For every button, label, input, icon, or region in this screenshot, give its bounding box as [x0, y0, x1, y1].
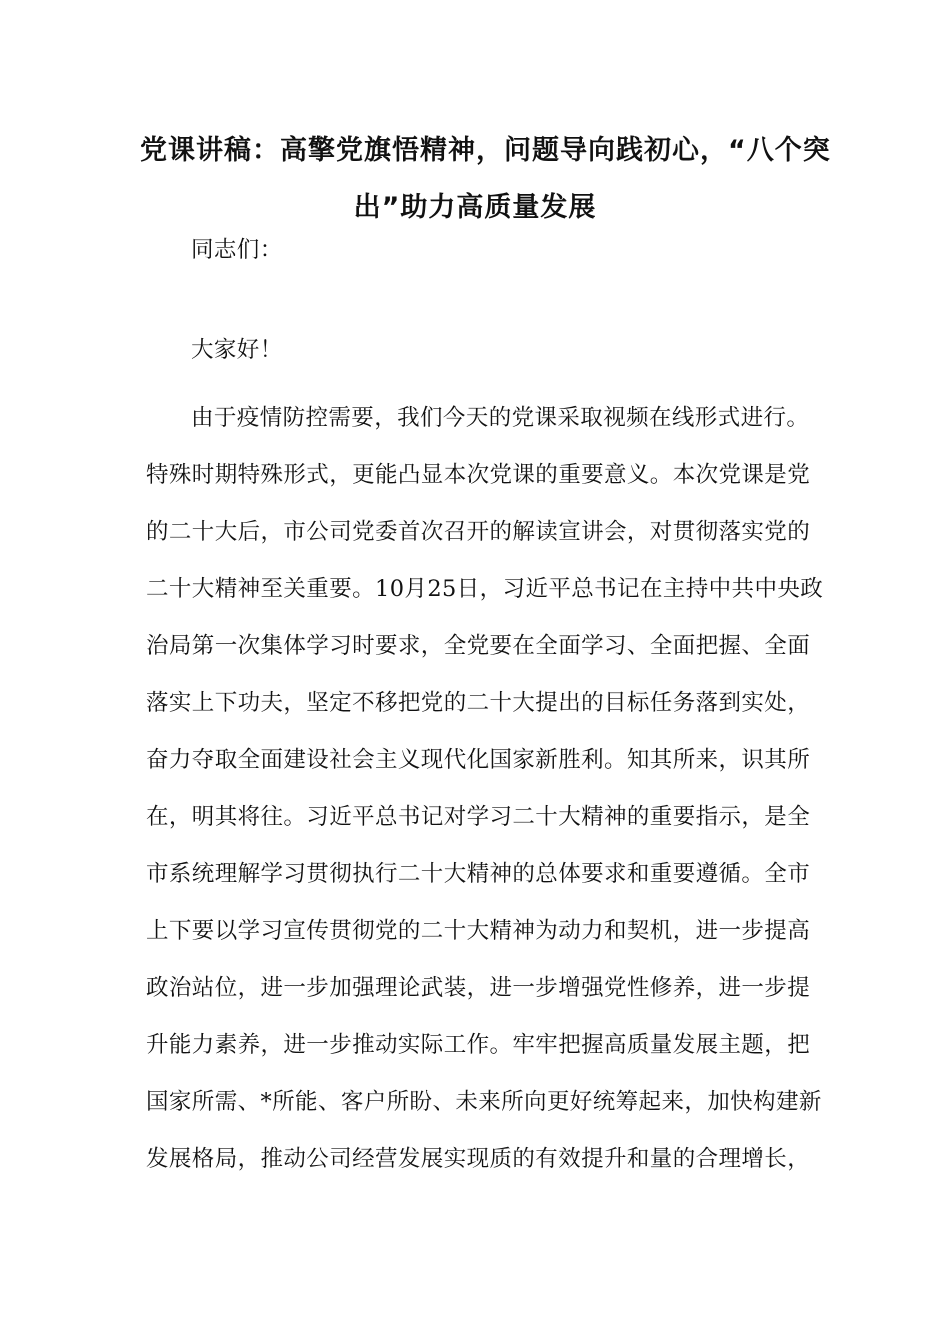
- body-line: 奋力夺取全面建设社会主义现代化国家新胜利。知其所来，识其所: [146, 747, 811, 773]
- body-line: 国家所需、*所能、客户所盼、未来所向更好统筹起来，加快构建新: [146, 1089, 822, 1115]
- title-line-1: 党课讲稿：高擎党旗悟精神，问题导向践初心，“八个突: [140, 135, 831, 166]
- body-line: 的二十大后，市公司党委首次召开的解读宣讲会，对贯彻落实党的: [146, 519, 811, 545]
- greeting: 大家好！: [191, 337, 283, 363]
- body-line: 政治站位，进一步加强理论武装，进一步增强党性修养，进一步提: [146, 975, 811, 1001]
- title-line-2: 出”助力高质量发展: [353, 192, 597, 223]
- body-line: 上下要以学习宣传贯彻党的二十大精神为动力和契机，进一步提高: [146, 918, 811, 944]
- body-line: 治局第一次集体学习时要求，全党要在全面学习、全面把握、全面: [146, 633, 811, 659]
- body-line: 市系统理解学习贯彻执行二十大精神的总体要求和重要遵循。全市: [146, 861, 811, 887]
- body-line: 特殊时期特殊形式，更能凸显本次党课的重要意义。本次党课是党: [146, 462, 811, 488]
- body-line: 二十大精神至关重要。10月25日，习近平总书记在主持中共中央政: [146, 576, 824, 602]
- body-line: 升能力素养，进一步推动实际工作。牢牢把握高质量发展主题，把: [146, 1032, 811, 1058]
- body-line: 发展格局，推动公司经营发展实现质的有效提升和量的合理增长，: [146, 1146, 811, 1172]
- body-line: 在，明其将往。习近平总书记对学习二十大精神的重要指示，是全: [146, 804, 811, 830]
- salutation: 同志们：: [191, 237, 283, 263]
- document-title: [140, 122, 831, 236]
- body-line: 由于疫情防控需要，我们今天的党课采取视频在线形式进行。: [191, 405, 810, 431]
- body-line: 落实上下功夫，坚定不移把党的二十大提出的目标任务落到实处，: [146, 690, 811, 716]
- body-paragraph: [146, 390, 824, 1188]
